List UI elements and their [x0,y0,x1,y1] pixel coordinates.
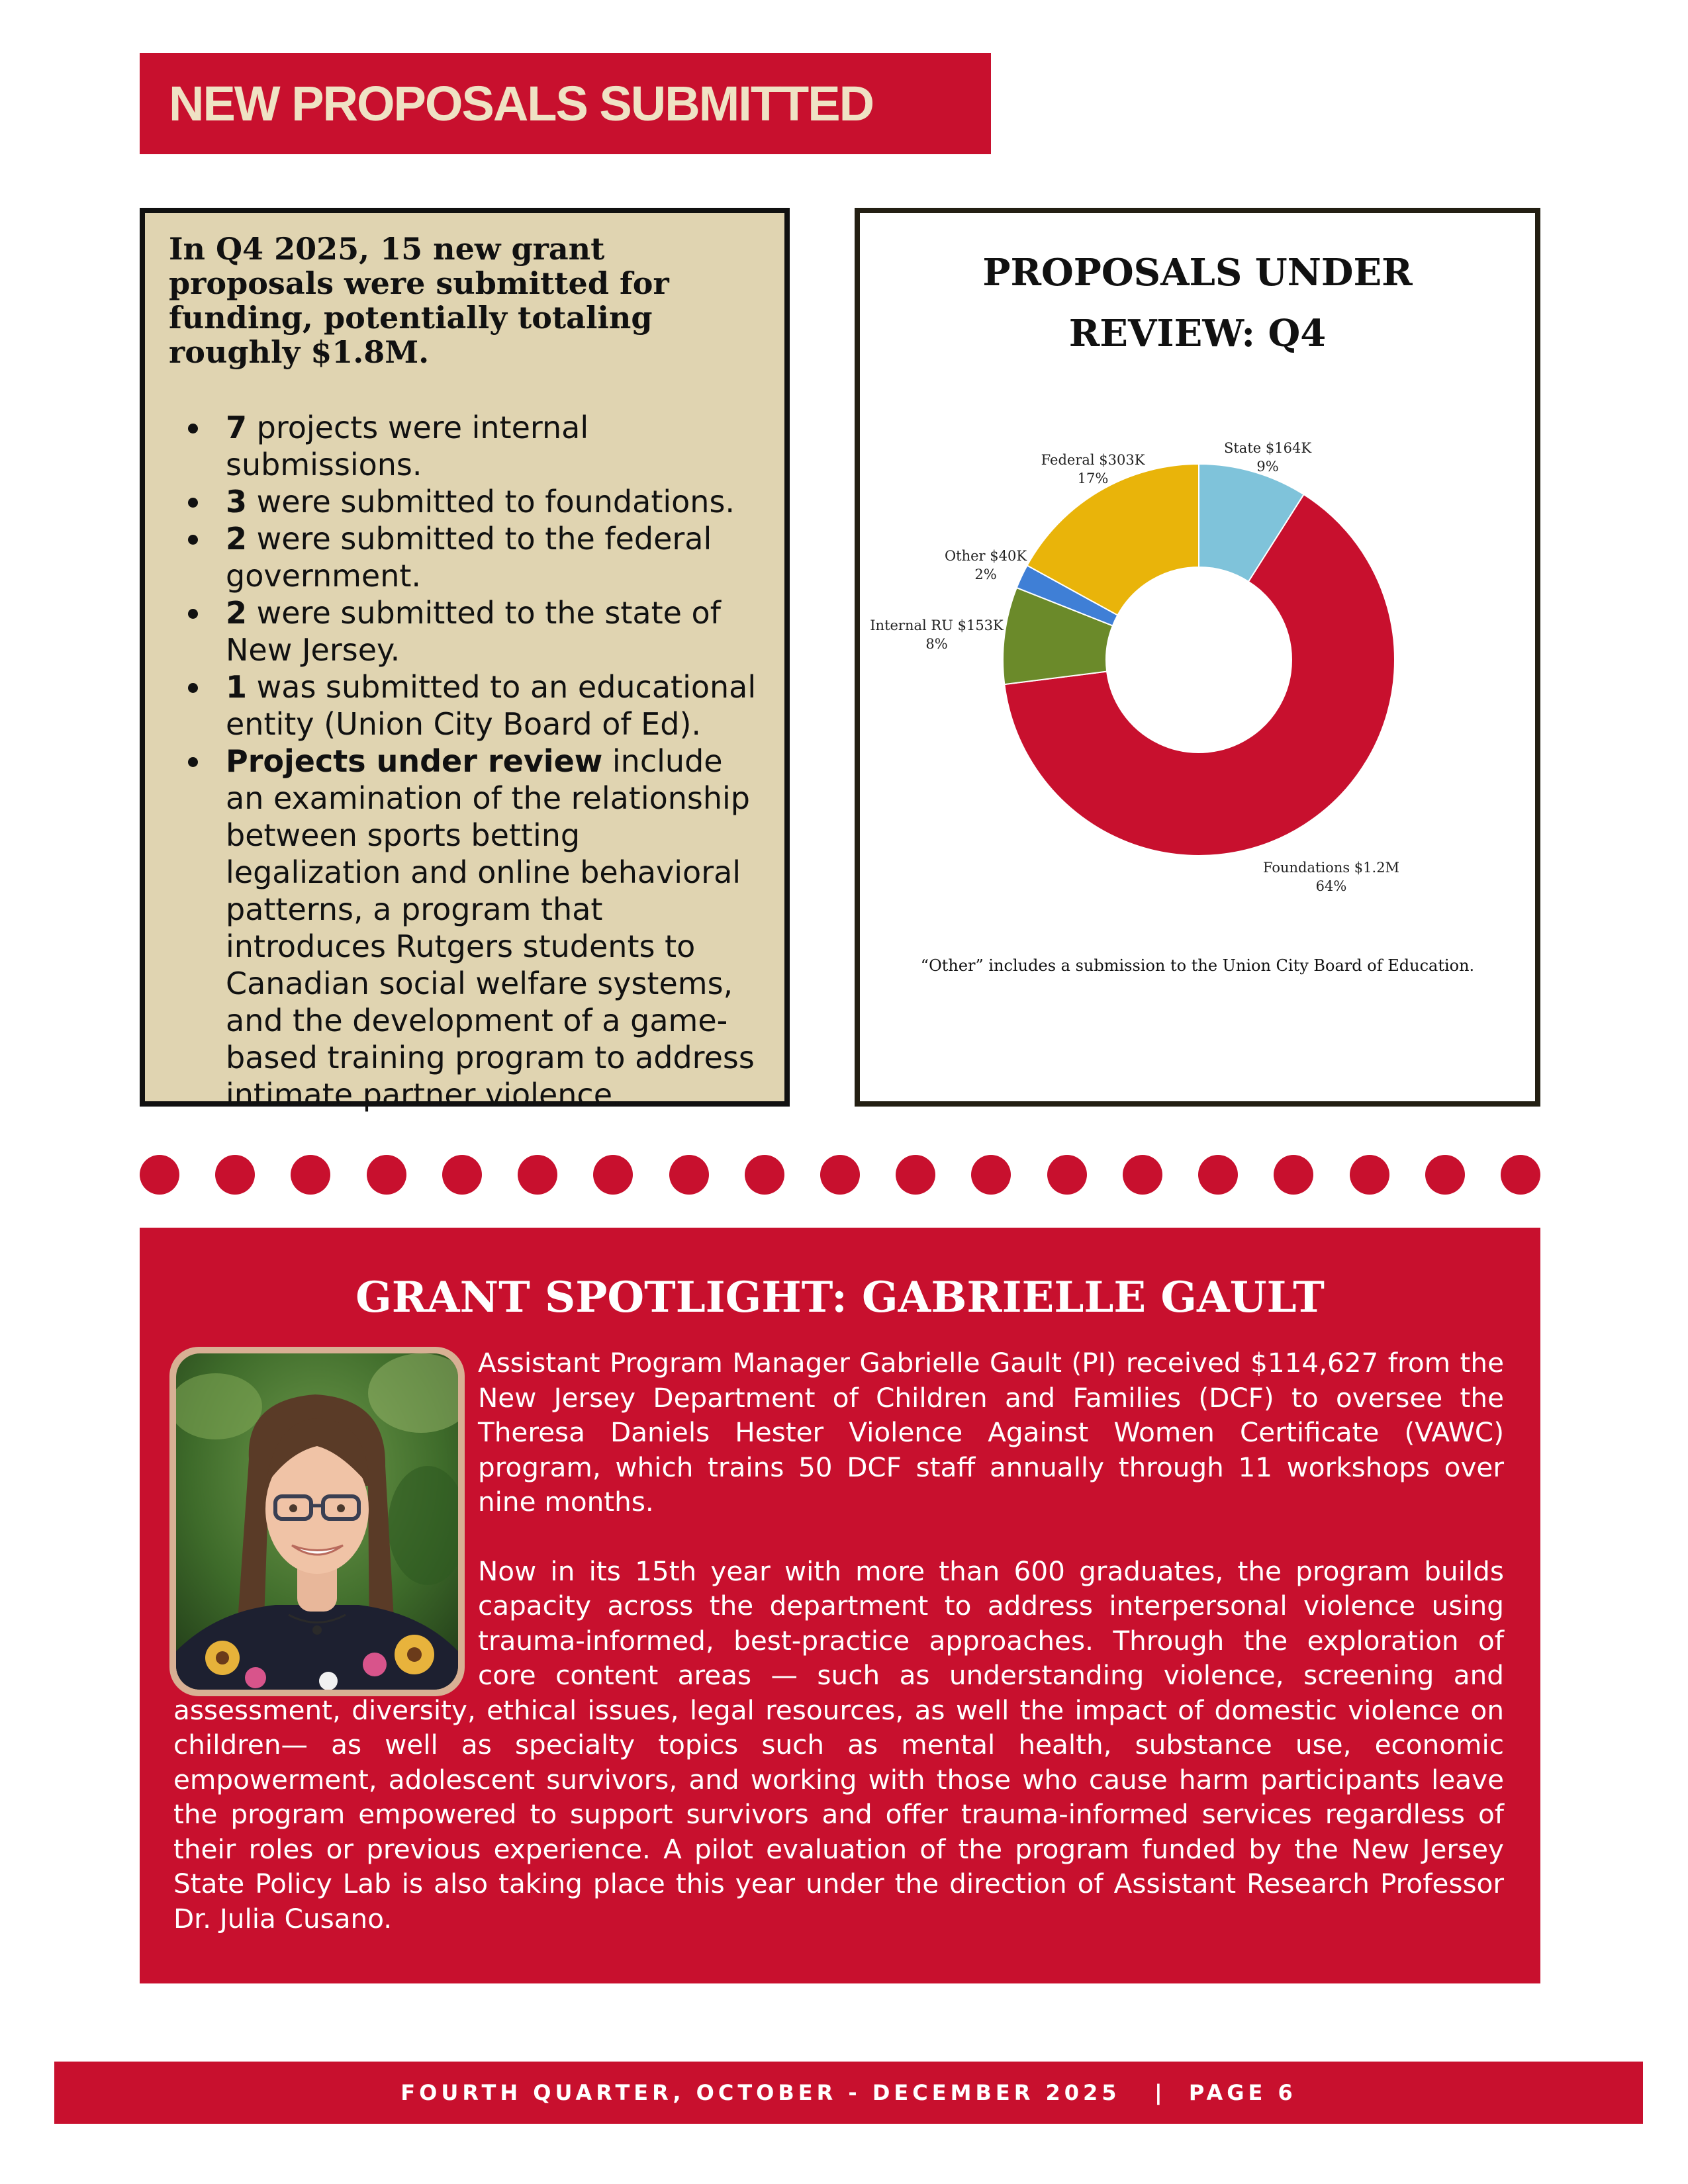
chart-title-line-1: PROPOSALS UNDER [982,251,1413,295]
dot-divider [140,1155,1540,1196]
list-item: 1 was submitted to an educational entity (Union City Board of Ed). [226,668,765,743]
chart-box [855,208,1540,1107]
divider-dot [669,1155,709,1195]
divider-dot [1047,1155,1087,1195]
chart-note: “Other” includes a submission to the Union City Board of Education. [920,956,1475,975]
divider-dot [518,1155,557,1195]
spotlight-paragraph-1: Assistant Program Manager Gabrielle Gault (PI) received $114,627 from the New Jersey Department of Children and Families (DCF) to oversee the Theresa Daniels Hester Violence Against Women Certificate (VAWC) program, which trains 50 DCF staff annually through 11 workshops over nine months. [478,1347,1504,1518]
spotlight-title: GRANT SPOTLIGHT: GABRIELLE GAULT [355,1273,1325,1322]
section-banner [140,53,991,154]
photo-spacer [173,1345,478,1691]
divider-dot [1198,1155,1238,1195]
summary-lead: In Q4 2025, 15 new grant proposals were submitted for funding, potentially totaling roughly $1.8M. [169,231,669,370]
footer-text: FOURTH QUARTER, OCTOBER - DECEMBER 2025 | PAGE 6 [400,2080,1297,2105]
slice-label: Internal RU $153K [870,617,1004,633]
slice-percent-label: 64% [1315,878,1347,894]
slice-label: Foundations $1.2M [1262,860,1400,876]
list-item: Projects under review include an examination of the relationship between sports betting legalization and online behavioral patterns, a program that introduces Rutgers students to Canadian social welfare systems, and the development of a game-based training program to address intimate partner violence. [226,743,765,1113]
divider-dot [1274,1155,1313,1195]
list-item: 7 projects were internal submissions. [226,409,765,483]
summary-bullet-list [169,409,765,1113]
divider-dot [971,1155,1011,1195]
spotlight-paragraph-2: Now in its 15th year with more than 600 graduates, the program builds capacity across the department to address interpersonal violence using trauma-informed, best-practice approaches. Through the exploration of core content areas — such as understanding violence, screening and assessment, diversity, ethical issues, legal resources, as well the impact of domestic violence on children— as well as specialty topics such as mental health, substance use, economic empowerment, adolescent survivors, and working with those who cause harm participants leave the program empowered to support survivors and offer trauma-informed services regardless of their roles or previous experience. A pilot evaluation of the program funded by the New Jersey State Policy Lab is also taking place this year under the direction of Assistant Research Professor Dr. Julia Cusano. [173,1555,1504,1934]
spotlight-body [173,1345,1504,1936]
section-title: NEW PROPOSALS SUBMITTED [169,76,874,131]
page-footer [54,2062,1643,2124]
slice-label: State $164K [1223,440,1312,456]
divider-dot [140,1155,179,1195]
proposals-summary-box [140,208,790,1113]
divider-dot [215,1155,255,1195]
divider-dot [367,1155,406,1195]
slice-label: Other $40K [944,548,1027,564]
list-item: 2 were submitted to the federal government. [226,520,765,594]
divider-dot [745,1155,784,1195]
divider-dot [442,1155,482,1195]
slice-percent-label: 8% [925,636,948,652]
divider-dot [1501,1155,1540,1195]
chart-title-line-2: REVIEW: Q4 [1068,312,1327,355]
list-item: 3 were submitted to foundations. [226,483,765,520]
grant-spotlight [140,1228,1540,1983]
divider-dot [593,1155,633,1195]
divider-dot [896,1155,935,1195]
list-item: 2 were submitted to the state of New Jersey. [226,594,765,668]
divider-dot [1425,1155,1465,1195]
slice-percent-label: 2% [974,567,997,582]
divider-dot [291,1155,330,1195]
divider-dot [1350,1155,1389,1195]
divider-dot [820,1155,860,1195]
slice-percent-label: 9% [1256,459,1279,475]
divider-dot [1123,1155,1162,1195]
slice-percent-label: 17% [1077,471,1109,486]
slice-label: Federal $303K [1041,452,1145,468]
